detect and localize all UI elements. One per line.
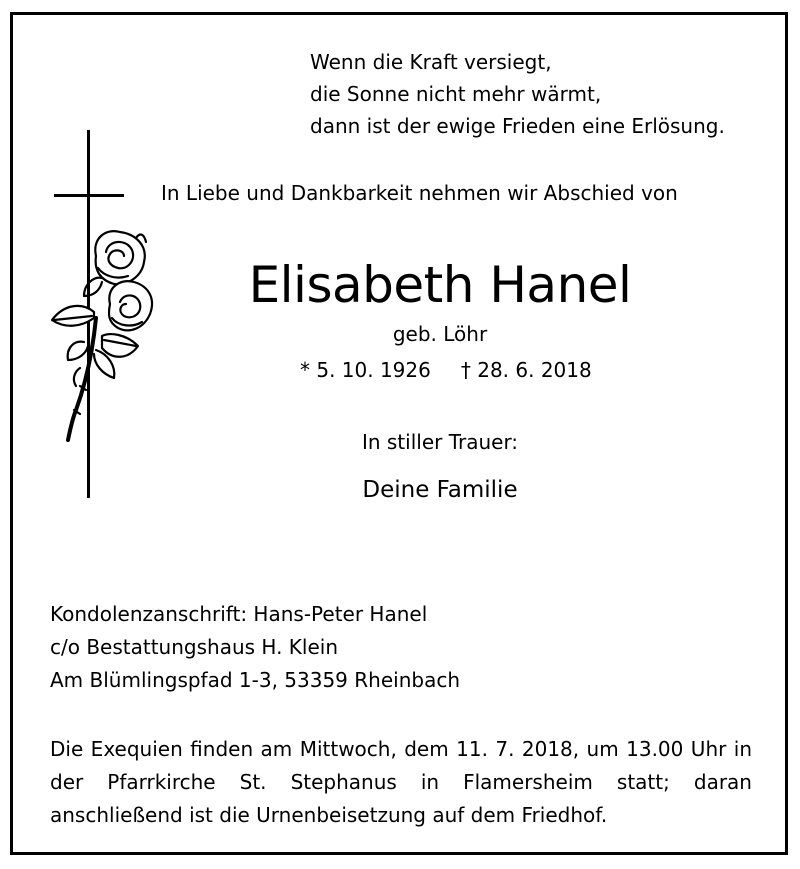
- life-dates: [300, 356, 592, 384]
- poem: [310, 46, 725, 142]
- address-line: Kondolenzanschrift: Hans-Peter Hanel: [50, 602, 428, 626]
- poem-line: dann ist der ewige Frieden eine Erlösung.: [310, 114, 725, 138]
- family-signature: Deine Familie: [362, 477, 518, 503]
- poem-line: Wenn die Kraft versiegt,: [310, 50, 552, 74]
- funeral-details: Die Exequien finden am Mittwoch, dem 11. 7. 2018, um 13.00 Uhr in der Pfarrkirche St. Stephanus in Flamersheim statt; daran anschließend ist die Urnenbeisetzung auf dem Friedhof.: [50, 737, 752, 827]
- death-date: † 28. 6. 2018: [460, 358, 592, 382]
- farewell-intro: In Liebe und Dankbarkeit nehmen wir Abschied von: [161, 181, 678, 205]
- deceased-name: Elisabeth Hanel: [248, 256, 632, 314]
- address-line: Am Blümlingspfad 1-3, 53359 Rheinbach: [50, 668, 460, 692]
- birth-name: geb. Löhr: [392, 322, 488, 346]
- address-line: c/o Bestattungshaus H. Klein: [50, 635, 339, 659]
- condolence-address: [50, 598, 460, 697]
- birth-date: * 5. 10. 1926: [300, 358, 431, 382]
- mourning-label: In stiller Trauer:: [361, 430, 519, 454]
- poem-line: die Sonne nicht mehr wärmt,: [310, 82, 602, 106]
